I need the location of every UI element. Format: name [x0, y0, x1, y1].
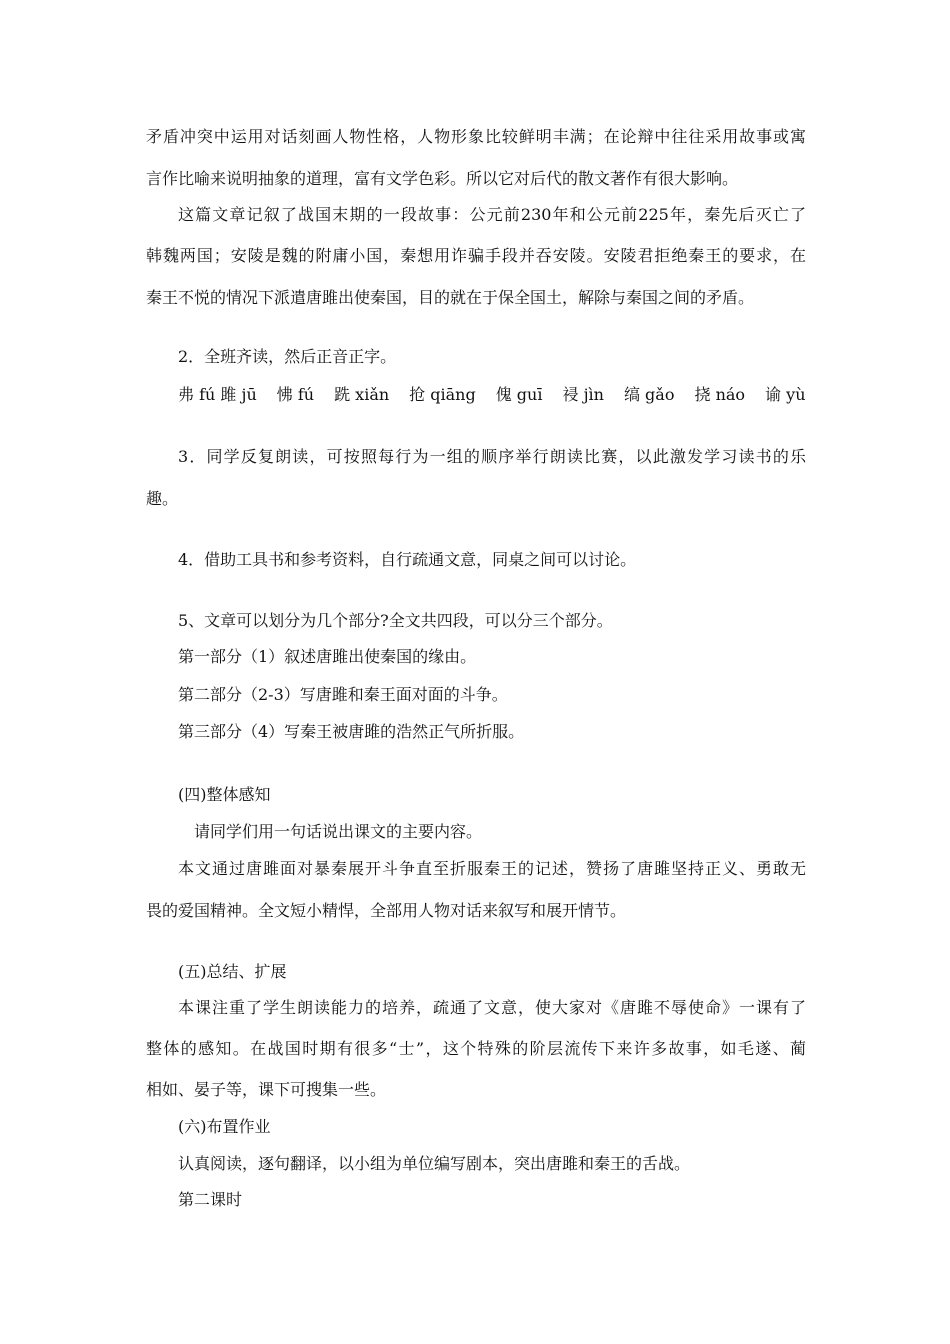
pinyin-item: 傀 guī [495, 385, 543, 404]
pinyin-item: 跣 xiǎn [334, 385, 390, 404]
item-line: 趣。 [146, 489, 179, 508]
paragraph-line: 秦王不悦的情况下派遣唐雎出使秦国，目的就在于保全国土，解除与秦国之间的矛盾。 [146, 288, 755, 307]
section-title: (五)总结、扩展 [178, 962, 287, 981]
part-line: 第一部分（1）叙述唐雎出使秦国的缘由。 [178, 647, 477, 666]
item-line: 4．借助工具书和参考资料，自行疏通文意，同桌之间可以讨论。 [178, 550, 637, 569]
pinyin-list [178, 385, 826, 405]
pinyin-item: 抢 qiāng [409, 385, 476, 404]
paragraph-line: 整体的感知。在战国时期有很多“士”，这个特殊的阶层流传下来许多故事，如毛遂、蔺 [146, 1039, 806, 1058]
paragraph-line: 矛盾冲突中运用对话刻画人物性格，人物形象比较鲜明丰满；在论辩中往往采用故事或寓 [146, 127, 806, 146]
paragraph-line: 畏的爱国精神。全文短小精悍，全部用人物对话来叙写和展开情节。 [146, 901, 627, 920]
paragraph-line: 言作比喻来说明抽象的道理，富有文学色彩。所以它对后代的散文著作有很大影响。 [146, 169, 739, 188]
part-line: 第二部分（2-3）写唐雎和秦王面对面的斗争。 [178, 685, 508, 704]
paragraph-line: 这篇文章记叙了战国末期的一段故事：公元前230年和公元前225年，秦先后灭亡了 [178, 205, 806, 224]
paragraph-line: 相如、晏子等，课下可搜集一些。 [146, 1080, 387, 1099]
pinyin-item: 怫 fú [276, 385, 315, 404]
pinyin-item: 弗 fú 雎 jū [178, 385, 257, 404]
paragraph-line: 韩魏两国；安陵是魏的附庸小国，秦想用诈骗手段并吞安陵。安陵君拒绝秦王的要求，在 [146, 246, 806, 265]
part-line: 第三部分（4）写秦王被唐雎的浩然正气所折服。 [178, 722, 525, 741]
item-heading: 2．全班齐读，然后正音正字。 [178, 347, 397, 366]
pinyin-item: 挠 náo [694, 385, 746, 404]
paragraph-line: 本课注重了学生朗读能力的培养，疏通了文意，使大家对《唐雎不辱使命》一课有了 [178, 998, 806, 1017]
item-heading: 5、文章可以划分为几个部分?全文共四段，可以分三个部分。 [178, 611, 613, 630]
paragraph-line: 本文通过唐雎面对暴秦展开斗争直至折服秦王的记述，赞扬了唐雎坚持正义、勇敢无 [178, 859, 806, 878]
pinyin-item: 谕 yù [765, 385, 806, 404]
section-title: (六)布置作业 [178, 1117, 271, 1136]
paragraph-line: 请同学们用一句话说出课文的主要内容。 [194, 822, 483, 841]
paragraph-line: 认真阅读，逐句翻译，以小组为单位编写剧本，突出唐雎和秦王的舌战。 [178, 1154, 691, 1173]
section-title: (四)整体感知 [178, 785, 271, 804]
pinyin-item: 缟 gǎo [623, 385, 675, 404]
lesson-heading: 第二课时 [178, 1190, 243, 1209]
pinyin-item: 祲 jìn [562, 385, 604, 404]
item-line: 3．同学反复朗读，可按照每行为一组的顺序举行朗读比赛，以此激发学习读书的乐 [178, 447, 806, 466]
